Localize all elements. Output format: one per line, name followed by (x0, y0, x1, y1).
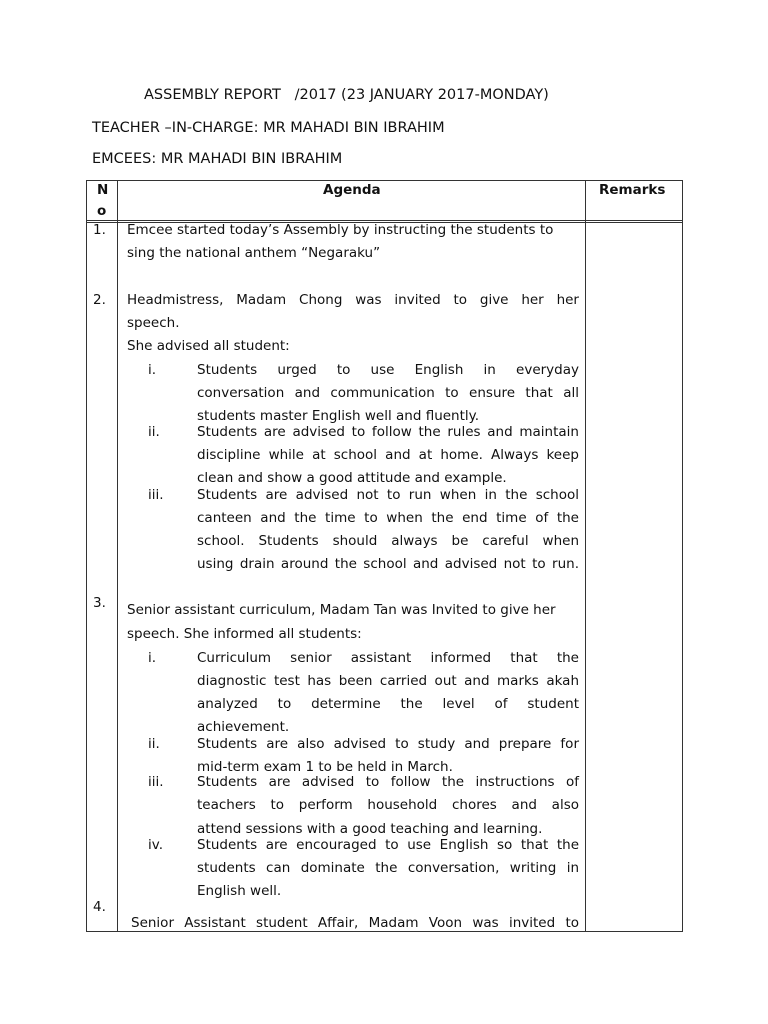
table-top-border (86, 180, 683, 181)
item2-sub-iii-line1: Students are advised not to run when in the school (197, 487, 579, 503)
item3-sub-ii-line1: Students are also advised to study and prepare for (197, 736, 579, 752)
item3-sub-iv-number: iv. (148, 837, 163, 853)
item3-sub-i-line1: Curriculum senior assistant informed that the (197, 650, 579, 666)
item-number-2: 2. (93, 292, 106, 308)
item2-sub-i-line2: conversation and communication to ensure that all (197, 385, 579, 401)
item3-sub-i-line4: achievement. (197, 719, 290, 735)
header-no-line1: N (97, 182, 109, 198)
item4-line1: Senior Assistant student Affair, Madam Voon was invited to (131, 915, 579, 931)
header-remarks: Remarks (599, 182, 666, 198)
header-agenda: Agenda (323, 182, 381, 198)
item3-line1: Senior assistant curriculum, Madam Tan was Invited to give her (127, 602, 556, 618)
item2-sub-ii-line3: clean and show a good attitude and example. (197, 470, 507, 486)
agenda-table (86, 180, 683, 932)
item3-sub-i-line2: diagnostic test has been carried out and marks akah (197, 673, 579, 689)
item1-line1: Emcee started today’s Assembly by instructing the students to (127, 222, 554, 238)
item3-line2: speech. She informed all students: (127, 626, 362, 642)
item2-sub-iii-line3: school. Students should always be careful when (197, 533, 579, 549)
item2-sub-i-line3: students master English well and fluently. (197, 408, 480, 424)
item-number-3: 3. (93, 595, 106, 611)
item2-sub-ii-line2: discipline while at school and at home. Always keep (197, 447, 579, 463)
table-right-border (682, 180, 683, 932)
item2-sub-iii-line2: canteen and the time to when the end time of the (197, 510, 579, 526)
item-number-4: 4. (93, 899, 106, 915)
item2-line1: Headmistress, Madam Chong was invited to give her her (127, 292, 579, 308)
item3-sub-ii-number: ii. (148, 736, 160, 752)
header-no-line2: o (97, 203, 107, 219)
item3-sub-iii-line2: teachers to perform household chores and also (197, 797, 579, 813)
item3-sub-ii-line2: mid-term exam 1 to be held in March. (197, 759, 453, 775)
item2-sub-iii-line4: using drain around the school and advised not to run. (197, 556, 579, 572)
item3-sub-iii-line3: attend sessions with a good teaching and learning. (197, 821, 543, 837)
col-divider-no (117, 180, 118, 932)
item2-sub-iii-number: iii. (148, 487, 164, 503)
item2-sub-ii-number: ii. (148, 424, 160, 440)
teacher-in-charge: TEACHER –IN-CHARGE: MR MAHADI BIN IBRAHIM (92, 120, 445, 136)
item3-sub-i-line3: analyzed to determine the level of student (197, 696, 579, 712)
item1-line2: sing the national anthem “Negaraku” (127, 245, 381, 261)
item2-sub-ii-line1: Students are advised to follow the rules and maintain (197, 424, 579, 440)
emcees-line: EMCEES: MR MAHADI BIN IBRAHIM (92, 151, 343, 167)
item3-sub-iv-line1: Students are encouraged to use English so that the (197, 837, 579, 853)
item-number-1: 1. (93, 222, 106, 238)
item3-sub-iii-line1: Students are advised to follow the instructions of (197, 774, 579, 790)
item3-sub-i-number: i. (148, 650, 157, 666)
item3-sub-iv-line2: students can dominate the conversation, writing in (197, 860, 579, 876)
item2-sub-i-line1: Students urged to use English in everyday (197, 362, 579, 378)
item3-sub-iv-line3: English well. (197, 883, 282, 899)
report-title: ASSEMBLY REPORT /2017 (23 JANUARY 2017-MONDAY) (144, 87, 549, 103)
table-left-border (86, 180, 87, 932)
item3-sub-iii-number: iii. (148, 774, 164, 790)
col-divider-agenda (585, 180, 586, 932)
item2-line2: speech. (127, 315, 180, 331)
item2-line3: She advised all student: (127, 338, 290, 354)
item2-sub-i-number: i. (148, 362, 157, 378)
